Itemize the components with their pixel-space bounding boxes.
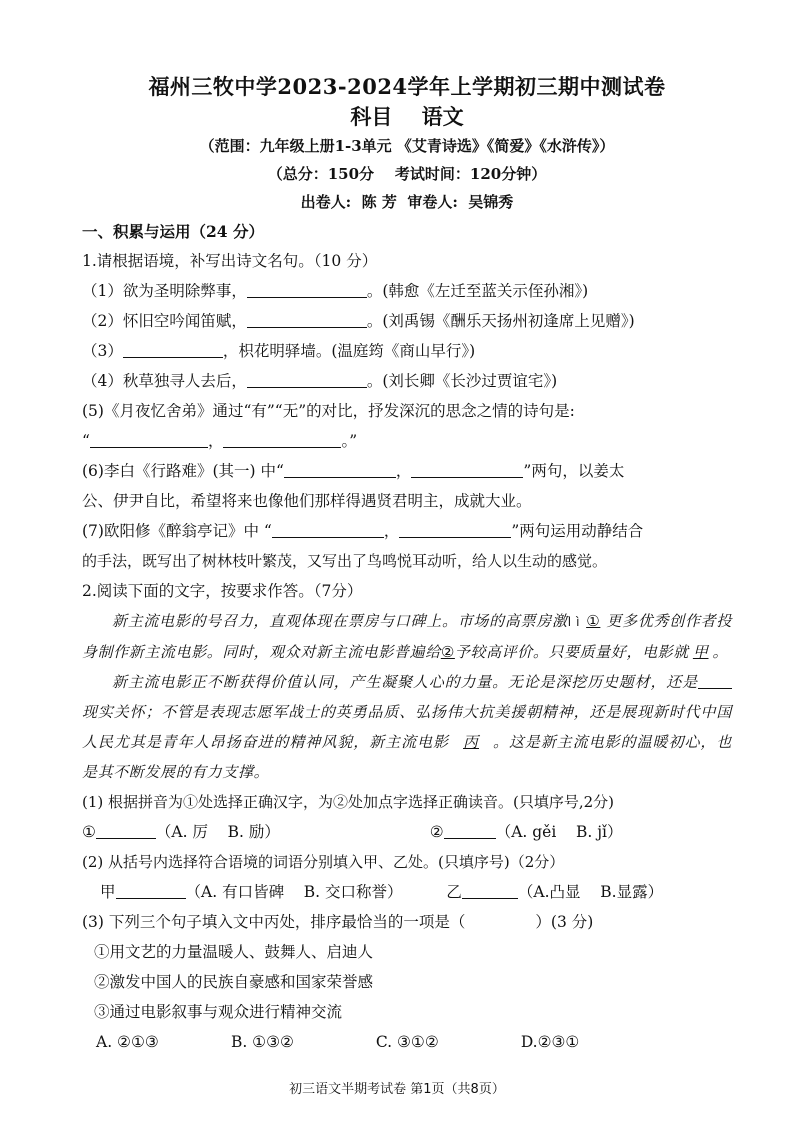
blank-marker-1: ① <box>586 612 601 630</box>
q1-item-7: (7)欧阳修《醉翁亭记》中 “ ， ”两句运用动静结合 <box>82 522 644 540</box>
pinyin-hint: l ì <box>567 615 581 629</box>
option-a[interactable]: A. ②①③ <box>96 1033 159 1051</box>
option-b[interactable]: B. ①③② <box>230 1033 294 1051</box>
q1-item-6-cont: 公、伊尹自比，希望将来也像他们那样得遇贤君明主，成就大业。 <box>82 492 532 510</box>
page-footer: 初三语文半期考试卷 第1页（共8页） <box>289 1082 505 1097</box>
score-time: （总分：150分 考试时间：120分钟） <box>267 165 547 183</box>
q1-item-5-blanks: “ ， 。” <box>82 432 358 450</box>
q1-item-2: （2）怀旧空吟闻笛赋， 。(刘禹锡《酬乐天扬州初逢席上见赠》) <box>82 312 635 330</box>
q1-item-3: （3） ，枳花明驿墙。(温庭筠《商山早行》) <box>82 342 476 360</box>
answer-blank[interactable] <box>462 882 518 899</box>
q2-sub3-options <box>82 1027 732 1057</box>
reading-paragraph-2: 新主流电影正不断获得价值认同，产生凝聚人心的力量。无论是深挖历史题材，还是现实关怀；不管是表现志愿军战士的英勇品质、弘扬伟大抗美援朝精神，还是展现新时代中国人民尤其是青年人昂扬奋进的精神风貌，新主流电影 丙 。这是新主流电影的温暖初心，也是其不断发展的有力支撑。 <box>82 673 732 781</box>
subject-value: 语文 <box>421 104 464 129</box>
subject-line <box>82 102 732 132</box>
q1-item-6: (6)李白《行路难》(其一) 中“ ， ”两句，以姜太 <box>82 462 625 480</box>
q2-sentence-2: ②激发中国人的民族自豪感和国家荣誉感 <box>94 973 374 991</box>
answer-blank[interactable] <box>399 521 511 538</box>
answer-blank[interactable] <box>272 521 384 538</box>
subject-label: 科目 <box>350 104 393 129</box>
answer-blank[interactable] <box>247 311 367 328</box>
answer-blank[interactable] <box>96 822 156 839</box>
q1-item-7-cont: 的手法，既写出了树林枝叶繁茂，又写出了鸟鸣悦耳动听，给人以生动的感觉。 <box>82 552 608 570</box>
blank-marker-jia: 甲 <box>692 643 709 661</box>
answer-blank[interactable] <box>411 461 523 478</box>
reading-paragraph-1: 新主流电影的号召力，直观体现在票房与口碑上。市场的高票房激l ì ① 更多优秀创作者投身制作新主流电影。同时，观众对新主流电影普遍给②予较高评价。只要质量好，电影就 甲 。 <box>82 612 732 661</box>
answer-blank[interactable] <box>444 822 496 839</box>
q2-sub1-answers: ① （A. 厉 B. 励） ② （A. gěi B. jǐ） <box>82 823 623 841</box>
q2-sentence-3: ③通过电影叙事与观众进行精神交流 <box>94 1003 343 1021</box>
answer-blank[interactable] <box>123 341 223 358</box>
q2-sub2-stem: (2) 从括号内选择符合语境的词语分别填入甲、乙处。(只填序号)（2分） <box>82 853 565 871</box>
exam-title: 福州三牧中学2023-2024学年上学期初三期中测试卷 <box>148 74 666 99</box>
blank-marker-bing: 丙 <box>463 733 479 751</box>
exam-scope: （范围：九年级上册1-3单元 《艾青诗选》《简爱》《水浒传》） <box>199 137 615 155</box>
option-d[interactable]: D.②③① <box>520 1033 580 1051</box>
q2-sub3-stem: (3) 下列三个句子填入文中丙处，排序最恰当的一项是（ ）(3 分) <box>82 913 594 931</box>
q2-sub1-stem: (1) 根据拼音为①处选择正确汉字，为②处加点字选择正确读音。(只填序号,2分) <box>82 793 615 811</box>
answer-blank[interactable] <box>284 461 396 478</box>
q2-sentence-1: ①用文艺的力量温暖人、鼓舞人、启迪人 <box>94 943 374 961</box>
answer-blank[interactable] <box>247 281 367 298</box>
q1-item-5: (5)《月夜忆舍弟》通过“有”“无”的对比，抒发深沉的思念之情的诗句是: <box>82 402 575 420</box>
answer-blank[interactable] <box>223 431 341 448</box>
blank-marker-yi <box>698 672 732 689</box>
exam-authors: 出卷人: 陈 芳 审卷人: 吴锦秀 <box>300 193 514 211</box>
option-c[interactable]: C. ③①② <box>375 1033 439 1051</box>
section-title: 一、积累与运用（24 分） <box>82 222 264 241</box>
blank-marker-2: ② <box>440 643 455 661</box>
q1-item-4: （4）秋草独寻人去后， 。(刘长卿《长沙过贾谊宅》) <box>82 372 558 390</box>
question-1-stem: 1.请根据语境，补写出诗文名句。（10 分） <box>82 252 378 270</box>
q1-item-1: （1）欲为圣明除弊事， 。(韩愈《左迁至蓝关示侄孙湘》) <box>82 282 589 300</box>
answer-blank[interactable] <box>247 371 367 388</box>
question-2-stem: 2.阅读下面的文字，按要求作答。（7分） <box>82 582 363 600</box>
answer-blank[interactable] <box>116 882 186 899</box>
answer-blank[interactable] <box>90 431 208 448</box>
q2-sub2-answers: 甲 （A. 有口皆碑 B. 交口称誉） 乙 （A.凸显 B.显露） <box>100 883 664 901</box>
